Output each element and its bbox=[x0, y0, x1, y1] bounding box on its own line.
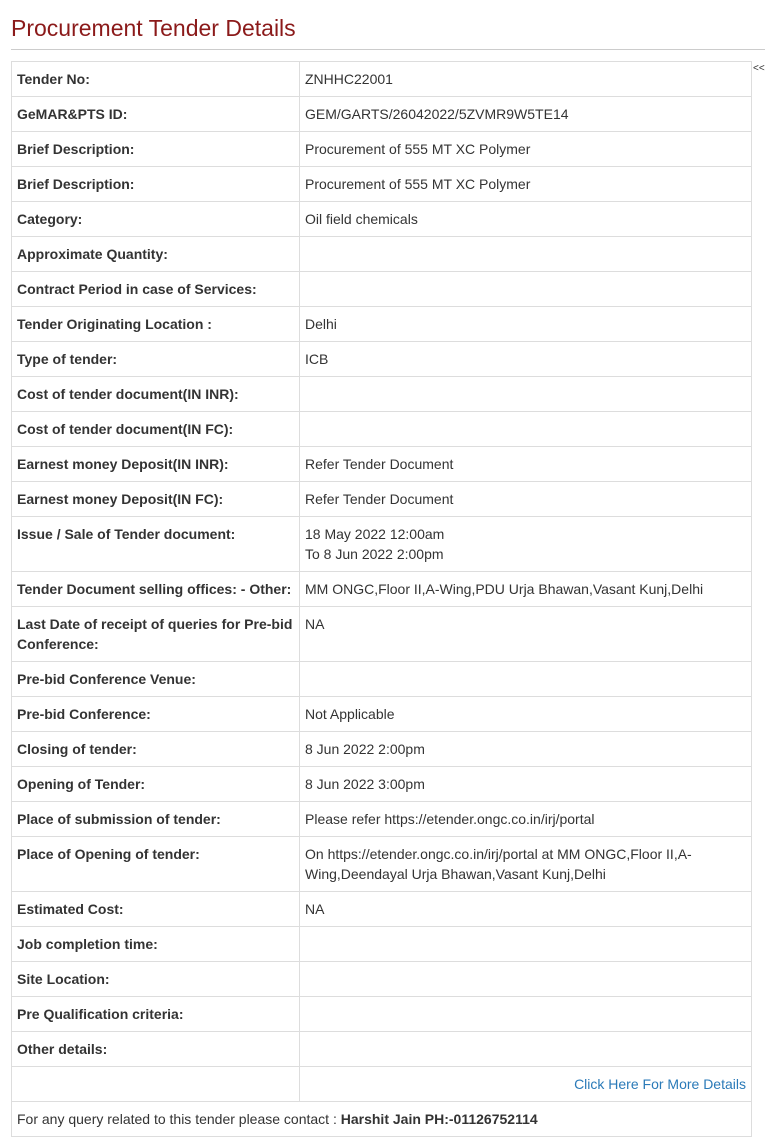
row-value: Not Applicable bbox=[300, 697, 752, 732]
row-value bbox=[300, 1032, 752, 1067]
row-value bbox=[300, 377, 752, 412]
row-label: Site Location: bbox=[12, 962, 300, 997]
row-label: Contract Period in case of Services: bbox=[12, 272, 300, 307]
row-label: Cost of tender document(IN INR): bbox=[12, 377, 300, 412]
contact-prefix: For any query related to this tender please contact : bbox=[17, 1111, 337, 1127]
row-label: Earnest money Deposit(IN INR): bbox=[12, 447, 300, 482]
table-row bbox=[12, 202, 752, 237]
row-value bbox=[300, 662, 752, 697]
row-label: Other details: bbox=[12, 1032, 300, 1067]
issue-to-date: To 8 Jun 2022 2:00pm bbox=[305, 546, 444, 562]
row-label: Last Date of receipt of queries for Pre-bid Conference: bbox=[12, 607, 300, 662]
table-row bbox=[12, 837, 752, 892]
row-label: Issue / Sale of Tender document: bbox=[12, 517, 300, 572]
table-row bbox=[12, 62, 752, 97]
back-link[interactable]: << bbox=[753, 63, 765, 74]
row-value: Procurement of 555 MT XC Polymer bbox=[300, 132, 752, 167]
table-row bbox=[12, 1067, 752, 1102]
table-row bbox=[12, 237, 752, 272]
row-label: Brief Description: bbox=[12, 167, 300, 202]
table-row bbox=[12, 697, 752, 732]
table-row bbox=[12, 662, 752, 697]
row-value bbox=[300, 412, 752, 447]
row-value: Refer Tender Document bbox=[300, 482, 752, 517]
row-label: Opening of Tender: bbox=[12, 767, 300, 802]
row-value: ZNHHC22001 bbox=[300, 62, 752, 97]
table-row bbox=[12, 272, 752, 307]
table-row bbox=[12, 412, 752, 447]
row-label: Pre-bid Conference: bbox=[12, 697, 300, 732]
table-row bbox=[12, 97, 752, 132]
row-label: Cost of tender document(IN FC): bbox=[12, 412, 300, 447]
row-label-empty bbox=[12, 1067, 300, 1102]
row-label: Job completion time: bbox=[12, 927, 300, 962]
table-row bbox=[12, 572, 752, 607]
row-label: Tender No: bbox=[12, 62, 300, 97]
row-value bbox=[300, 272, 752, 307]
table-row bbox=[12, 377, 752, 412]
row-value: Procurement of 555 MT XC Polymer bbox=[300, 167, 752, 202]
row-label: Tender Document selling offices: - Other: bbox=[12, 572, 300, 607]
row-label: GeMAR&PTS ID: bbox=[12, 97, 300, 132]
table-row bbox=[12, 732, 752, 767]
row-value bbox=[300, 237, 752, 272]
row-value: ICB bbox=[300, 342, 752, 377]
row-value: Please refer https://etender.ongc.co.in/irj/portal bbox=[300, 802, 752, 837]
row-label: Type of tender: bbox=[12, 342, 300, 377]
table-row bbox=[12, 132, 752, 167]
table-row bbox=[12, 342, 752, 377]
row-label: Earnest money Deposit(IN FC): bbox=[12, 482, 300, 517]
tender-details-table bbox=[11, 61, 752, 1137]
row-label: Tender Originating Location : bbox=[12, 307, 300, 342]
row-label: Closing of tender: bbox=[12, 732, 300, 767]
table-row bbox=[12, 767, 752, 802]
row-value: 8 Jun 2022 3:00pm bbox=[300, 767, 752, 802]
issue-from-date: 18 May 2022 12:00am bbox=[305, 526, 445, 542]
row-value: 8 Jun 2022 2:00pm bbox=[300, 732, 752, 767]
table-row bbox=[12, 892, 752, 927]
row-value: On https://etender.ongc.co.in/irj/portal at MM ONGC,Floor II,A-Wing,Deendayal Urja Bhawan,Vasant Kunj,Delhi bbox=[300, 837, 752, 892]
row-label: Pre Qualification criteria: bbox=[12, 997, 300, 1032]
title-divider bbox=[11, 49, 765, 50]
row-label: Approximate Quantity: bbox=[12, 237, 300, 272]
row-label: Place of submission of tender: bbox=[12, 802, 300, 837]
row-label: Category: bbox=[12, 202, 300, 237]
row-label: Pre-bid Conference Venue: bbox=[12, 662, 300, 697]
table-row bbox=[12, 962, 752, 997]
row-value: NA bbox=[300, 607, 752, 662]
table-row bbox=[12, 307, 752, 342]
row-value bbox=[300, 517, 752, 572]
row-label: Brief Description: bbox=[12, 132, 300, 167]
table-row bbox=[12, 447, 752, 482]
page-title: Procurement Tender Details bbox=[11, 15, 296, 41]
table-row bbox=[12, 607, 752, 662]
contact-row bbox=[12, 1102, 752, 1137]
table-row bbox=[12, 167, 752, 202]
row-value: GEM/GARTS/26042022/5ZVMR9W5TE14 bbox=[300, 97, 752, 132]
row-value: NA bbox=[300, 892, 752, 927]
contact-name: Harshit Jain PH:-01126752114 bbox=[340, 1111, 538, 1127]
row-value: MM ONGC,Floor II,A-Wing,PDU Urja Bhawan,Vasant Kunj,Delhi bbox=[300, 572, 752, 607]
row-value bbox=[300, 997, 752, 1032]
table-row bbox=[12, 482, 752, 517]
more-details-cell bbox=[300, 1067, 752, 1102]
table-row bbox=[12, 927, 752, 962]
row-value bbox=[300, 927, 752, 962]
row-value: Refer Tender Document bbox=[300, 447, 752, 482]
table-row bbox=[12, 997, 752, 1032]
row-value bbox=[300, 962, 752, 997]
table-row bbox=[12, 802, 752, 837]
contact-cell bbox=[12, 1102, 752, 1137]
row-label: Estimated Cost: bbox=[12, 892, 300, 927]
table-row bbox=[12, 517, 752, 572]
row-value: Oil field chemicals bbox=[300, 202, 752, 237]
more-details-link[interactable]: Click Here For More Details bbox=[574, 1076, 746, 1092]
table-row bbox=[12, 1032, 752, 1067]
row-label: Place of Opening of tender: bbox=[12, 837, 300, 892]
row-value: Delhi bbox=[300, 307, 752, 342]
